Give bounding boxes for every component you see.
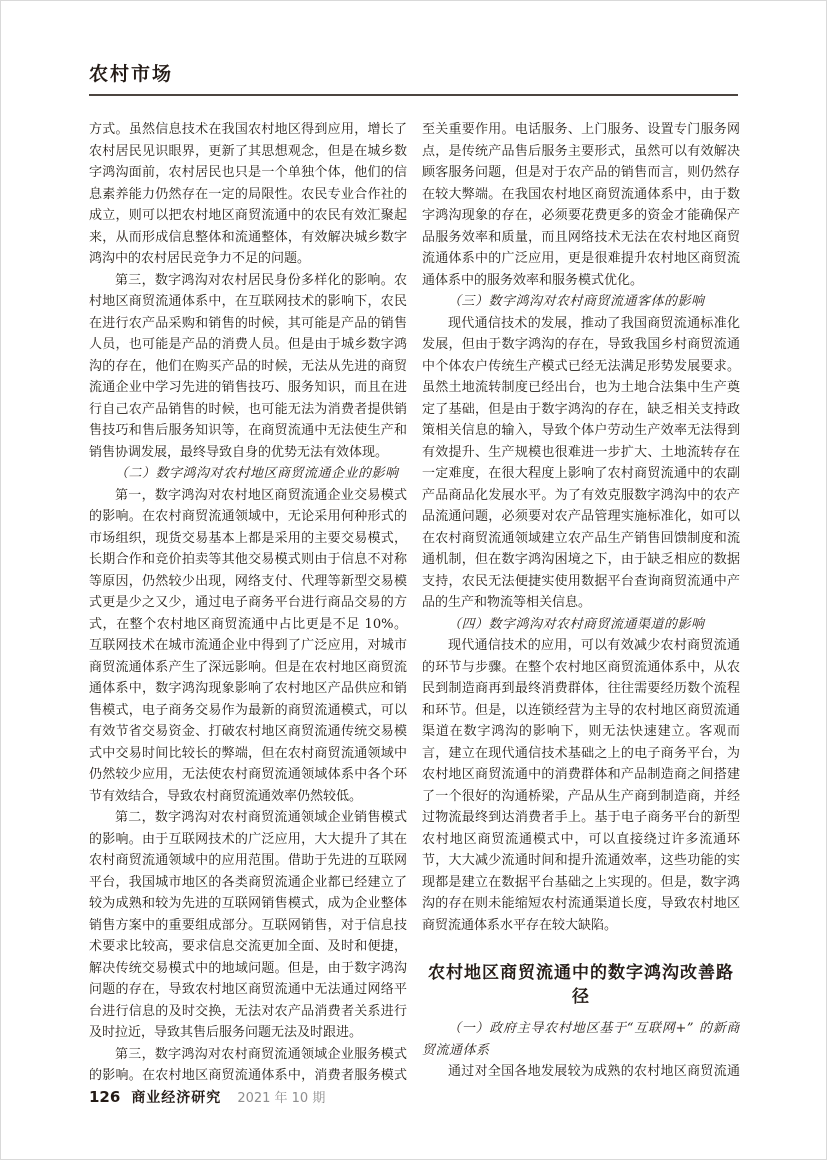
subsection-heading: （四）数字鸿沟对农村商贸流通渠道的影响 bbox=[448, 616, 705, 632]
paragraph: 现代通信技术的应用，可以有效减少农村商贸流通的环节与步骤。在整个农村地区商贸流通体系中，从农民到制造商再到最终消费群体，往往需要经历数个流程和环节。但是，以连锁经营为主导的农村地区商贸流通渠道在数字鸿沟的影响下，则无法快速建立。客观而言，建立在现代通信技术基础之上的电子商务平台，为农村地区商贸流通中的消费群体和产品制造商之间搭建了一个很好的沟通桥梁，产品从生产商到制造商，并经过物流最终到达消费者手上。基于电子商务平台的新型农村地区商贸流通模式中，可以直接绕过许多流通环节，大大减少流通时间和提升流通效率，这些功能的实现都是建立在数据平台基础之上实现的。但是，数字鸿沟的存在则未能缩短农村流通渠道长度，导致农村地区商贸流通体系水平存在较大缺陷。 bbox=[422, 638, 740, 933]
left-column bbox=[89, 119, 407, 1083]
paragraph: 方式。虽然信息技术在我国农村地区得到应用，增长了农村居民见识眼界，更新了其思想观念，但是在城乡数字鸿沟面前，农村居民也只是一个单独个体，他们的信息素养能力仍然存在一定的局限性。农民专业合作社的成立，则可以把农村地区商贸流通中的农民有效汇聚起来，从而形成信息整体和流通整体，有效解决城乡数字鸿沟中的农村居民竞争力不足的问题。 bbox=[89, 122, 407, 266]
page-footer bbox=[89, 1087, 739, 1107]
page-number: 126 bbox=[89, 1088, 121, 1106]
subsection-heading: （一）政府主导农村地区基于“互联网+” 的新商贸流通体系 bbox=[422, 1021, 740, 1058]
paragraph: 至关重要作用。电话服务、上门服务、设置专门服务网点，是传统产品售后服务主要形式，虽然可以有效解决顾客服务问题，但是对于农产品的销售而言，则仍然存在较大弊端。在我国农村地区商贸流通体系中，由于数字鸿沟现象的存在，必须要花费更多的资金才能确保产品服务效率和质量，而且网络技术无法在农村地区商贸流通体系中的广泛应用，更是很难提升农村地区商贸流通体系中的服务效率和服务模式优化。 bbox=[422, 122, 740, 288]
issue-info: 2021 年 10 期 bbox=[237, 1091, 326, 1106]
page-title: 农村市场 bbox=[89, 63, 174, 85]
subsection-heading: （二）数字鸿沟对农村地区商贸流通企业的影响 bbox=[115, 466, 399, 481]
paragraph: 第三，数字鸿沟对农村居民身份多样化的影响。农村地区商贸流通体系中，在互联网技术的影响下，农民在进行农产品采购和销售的时候，其可能是产品的销售人员，也可能是产品的消费人员。但是由于城乡数字鸿沟的存在，他们在购买产品的时候，无法从先进的商贸流通企业中学习先进的销售技巧、服务知识，而且在进行自己农产品销售的时候，也可能无法为消费者提供销售技巧和售后服务知识等，在商贸流通中无法使生产和销售协调发展，最终导致自身的优势无法有效体现。 bbox=[89, 272, 407, 460]
right-column bbox=[422, 119, 740, 1083]
journal-name: 商业经济研究 bbox=[131, 1090, 222, 1106]
page-header bbox=[89, 59, 739, 86]
subsection-heading: （三）数字鸿沟对农村商贸流通客体的影响 bbox=[448, 294, 705, 309]
section-heading: 农村地区商贸流通中的数字鸿沟改善路径 bbox=[428, 963, 734, 1007]
paragraph: 通过对全国各地发展较为成熟的农村地区商贸流通 bbox=[448, 1064, 740, 1079]
header-rule bbox=[89, 94, 738, 96]
paragraph: 第三，数字鸿沟对农村商贸流通领域企业服务模式的影响。在农村地区商贸流通体系中，消费者服务模式 bbox=[89, 1046, 407, 1083]
paragraph: 第二，数字鸿沟对农村商贸流通领域企业销售模式的影响。由于互联网技术的广泛应用，大大提升了其在农村商贸流通领域中的应用范围。借助于先进的互联网平台，我国城市地区的各类商贸流通企业都已经建立了较为成熟和较为先进的互联网销售模式，成为企业整体销售方案中的重要组成部分。互联网销售，对于信息技术要求比较高，要求信息交流更加全面、及时和便捷，解决传统交易模式中的地域问题。但是，由于数字鸿沟问题的存在，导致农村地区商贸流通中无法通过网络平台进行信息的及时交换，无法对农产品消费者关系进行及时拉近，导致其售后服务问题无法及时跟进。 bbox=[89, 810, 407, 1040]
paragraph: 第一，数字鸿沟对农村地区商贸流通企业交易模式的影响。在农村商贸流通领域中，无论采用何种形式的市场组织，现货交易基本上都是采用的主要交易模式，长期合作和竞价拍卖等其他交易模式则由于信息不对称等原因，仍然较少出现，网络支付、代理等新型交易模式更是少之又少，通过电子商务平台进行商品交易的方式，在整个农村地区商贸流通中占比更是不足 10%。互联网技术在城市流通企业中得到了广泛应用，对城市商贸流通体系产生了深远影响。但是在农村地区商贸流通体系中，数字鸿沟现象影响了农村地区产品供应和销售模式，电子商务交易作为最新的商贸流通模式，可以有效节省交易资金、打破农村地区商贸流通传统交易模式中交易时间比较长的弊端，但在农村商贸流通领域中仍然较少应用，无法使农村商贸流通领域体系中各个环节有效结合，导致农村商贸流通效率仍然较低。 bbox=[89, 487, 407, 804]
paragraph: 现代通信技术的发展，推动了我国商贸流通标准化发展，但由于数字鸿沟的存在，导致我国乡村商贸流通中个体农户传统生产模式已经无法满足形势发展要求。虽然土地流转制度已经出台，也为土地合法集中生产奠定了基础，但是由于数字鸿沟的存在，缺乏相关支持政策相关信息的输入，导致个体户劳动生产效率无法得到有效提升、生产规模也很难进一步扩大、土地流转存在一定难度，在很大程度上影响了农村商贸流通中的农副产品商品化发展水平。为了有效克服数字鸿沟中的农产品流通问题，必须要对农产品管理实施标准化，如可以在农村商贸流通领域建立农产品生产销售回馈制度和流通机制，但在数字鸿沟困境之下，由于缺乏相应的数据支持，农民无法便捷实使用数据平台查询商贸流通中产品的生产和物流等相关信息。 bbox=[422, 315, 740, 610]
article-columns bbox=[89, 119, 740, 1083]
